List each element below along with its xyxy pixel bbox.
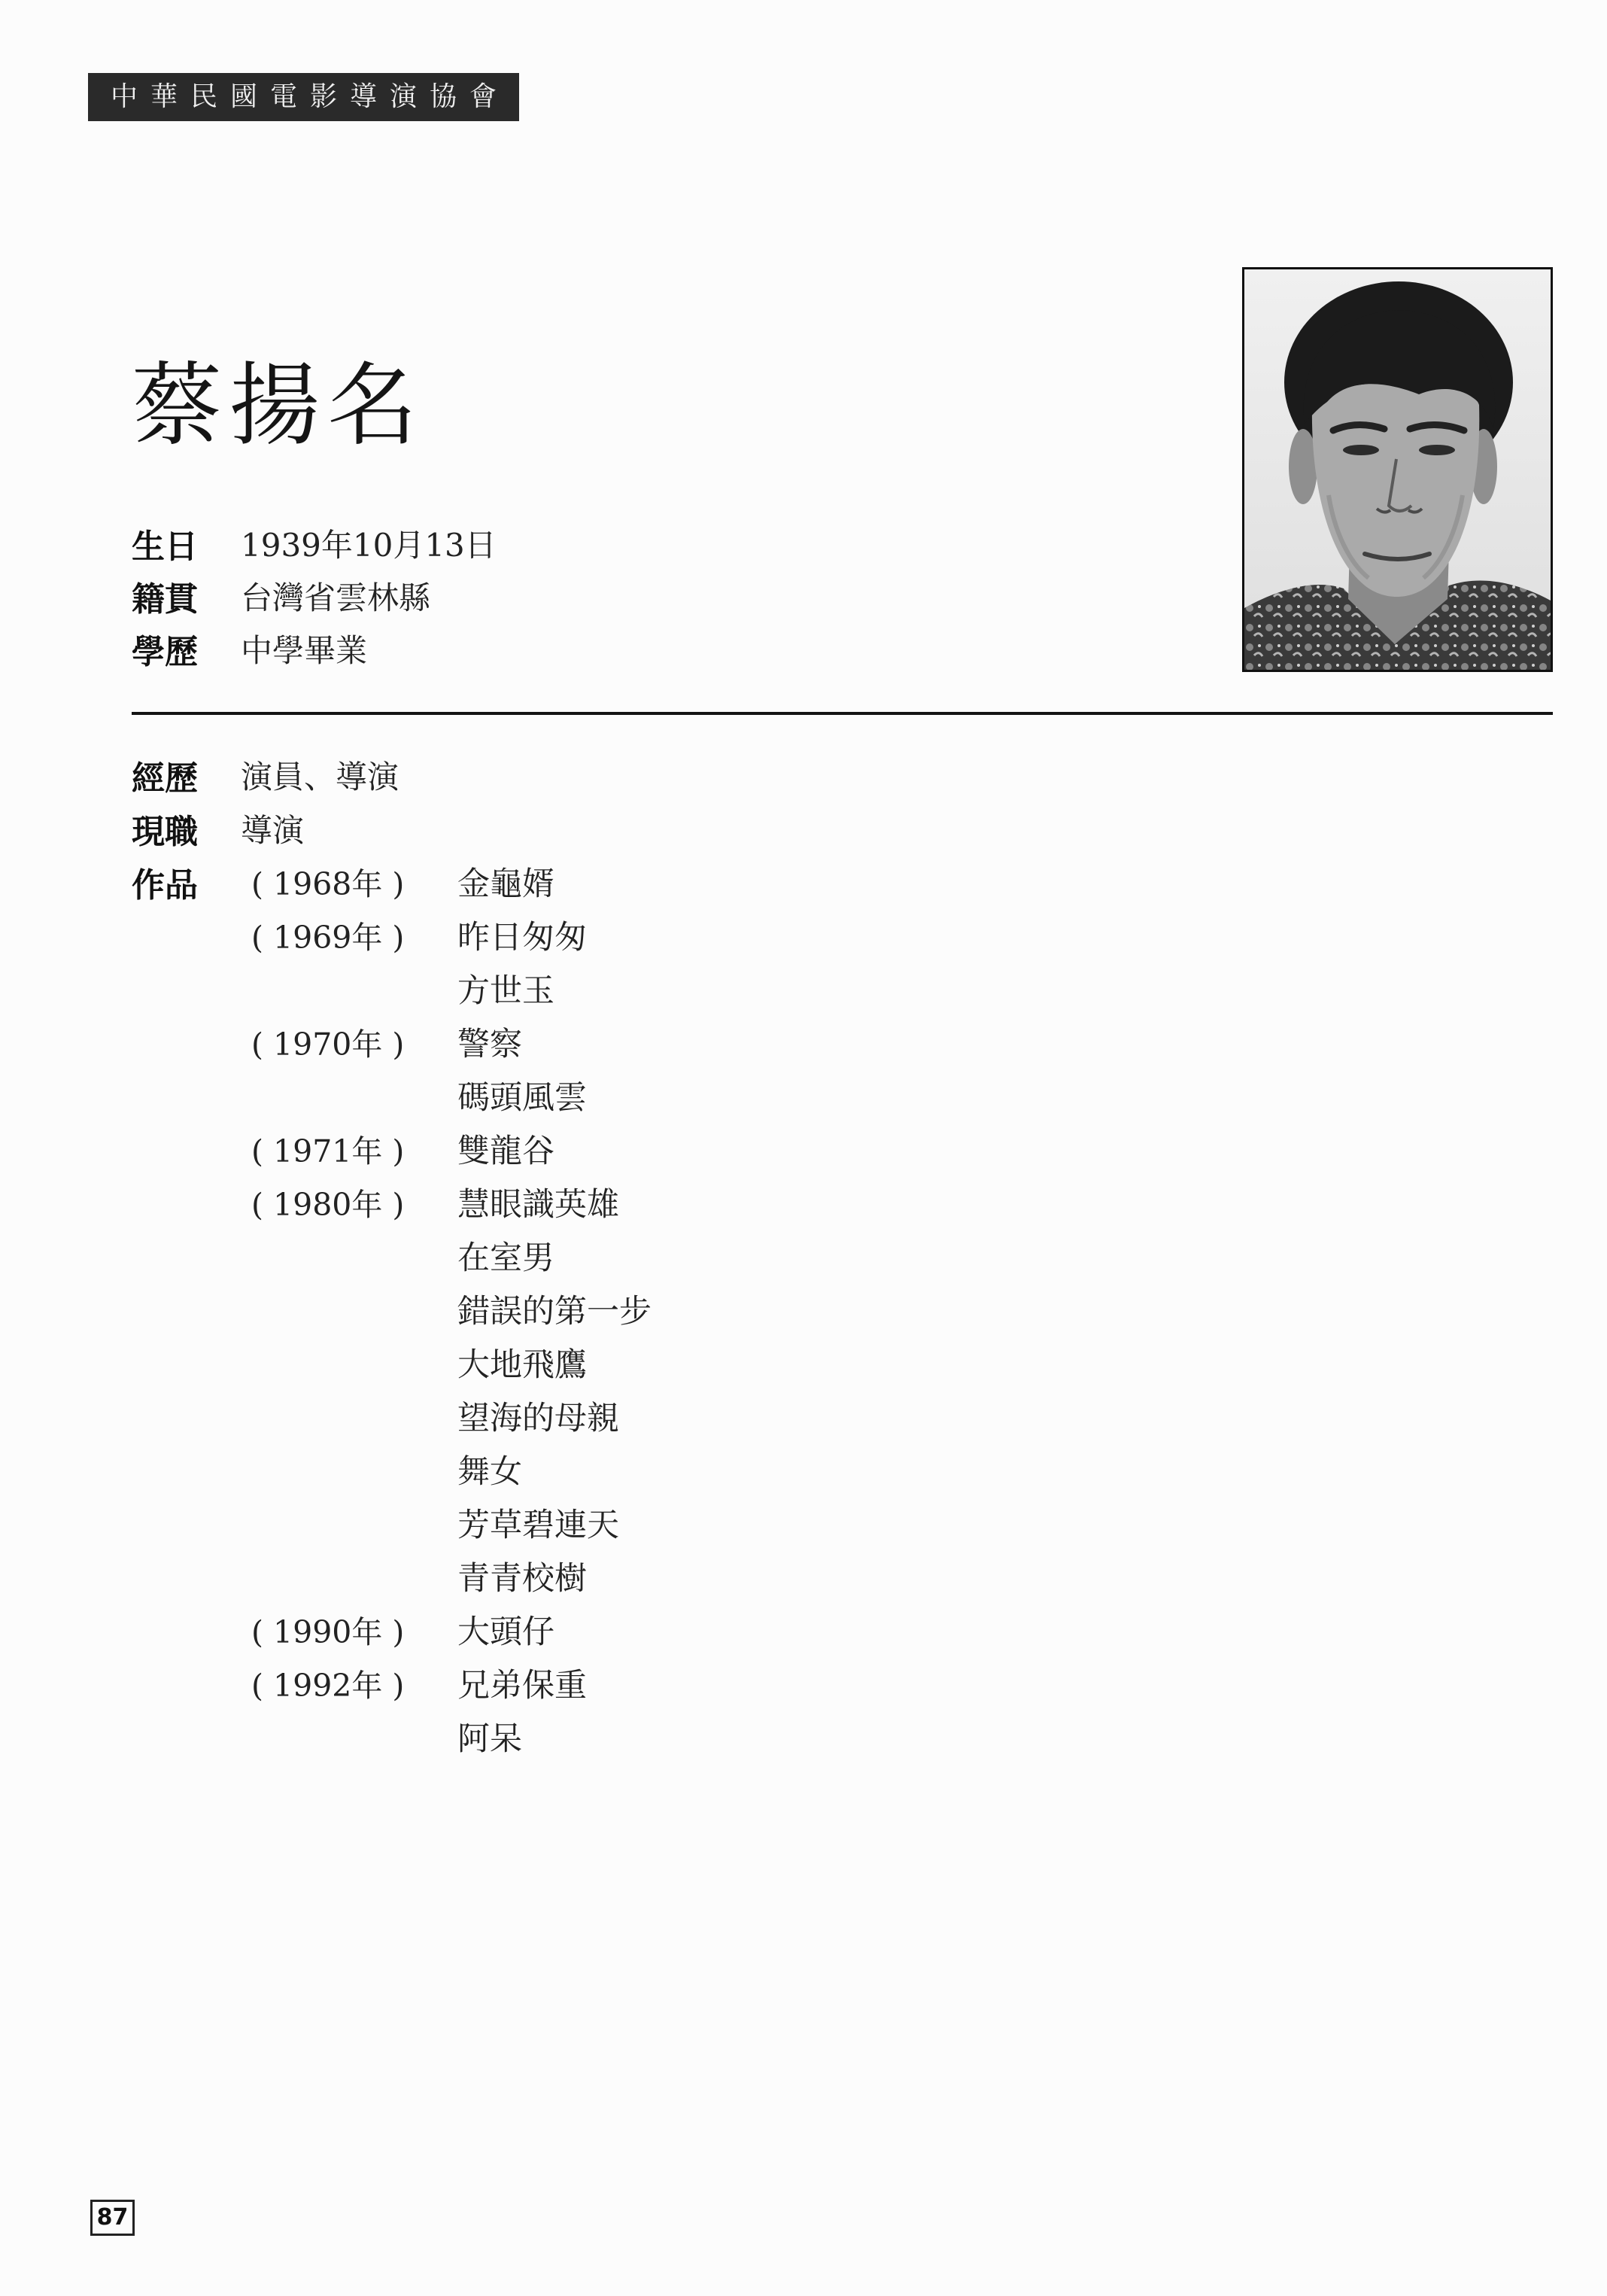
work-entry [132,1549,652,1603]
work-title: 雙龍谷 [457,1133,554,1170]
works-label: 作品 [132,865,198,905]
work-entry [132,1496,652,1549]
education-row [132,622,497,675]
work-entry [132,1389,652,1443]
work-title: 警察 [457,1026,522,1063]
work-title: 望海的母親 [457,1400,619,1437]
work-entry [132,1336,652,1389]
current-position-value: 導演 [241,811,305,849]
current-position-label: 現職 [132,812,198,851]
work-entry [132,1603,652,1656]
experience-value: 演員、導演 [241,758,399,795]
birthday-row [132,517,497,570]
basic-info [132,517,497,675]
current-position-row [132,801,652,855]
work-title: 昨日匆匆 [457,919,587,956]
work-year: ( 1968年 ) [251,866,405,902]
birthday-label: 生日 [132,528,198,566]
work-title: 阿呆 [457,1720,522,1758]
work-entry [132,1443,652,1496]
work-title: 錯誤的第一步 [457,1293,652,1330]
work-entry [132,1015,652,1069]
work-title: 在室男 [457,1239,554,1277]
work-title: 兄弟保重 [457,1667,587,1705]
section-divider [132,712,1553,715]
page-number: 87 [90,2200,135,2236]
work-entry [132,1229,652,1282]
work-year: ( 1980年 ) [251,1187,405,1223]
work-entry [132,1710,652,1763]
organization-banner: 中華民國電影導演協會 [88,73,519,121]
education-label: 學歷 [132,633,198,671]
person-name: 蔡揚名 [132,354,425,458]
hometown-row [132,570,497,622]
work-entry [132,1175,652,1229]
career-section [132,748,652,1763]
work-entry [132,1122,652,1175]
work-title: 大頭仔 [457,1613,554,1651]
work-year: ( 1990年 ) [251,1614,405,1650]
hometown-value: 台灣省雲林縣 [241,579,431,616]
work-entry [132,855,652,908]
works-list [132,855,652,1763]
work-entry [132,962,652,1015]
work-title: 大地飛鷹 [457,1346,587,1384]
work-entry [132,1656,652,1710]
birthday-value: 1939年10月13日 [241,527,497,564]
work-entry [132,908,652,962]
work-title: 慧眼識英雄 [457,1186,619,1224]
work-year: ( 1992年 ) [251,1668,405,1704]
work-entry [132,1069,652,1122]
work-year: ( 1971年 ) [251,1133,405,1169]
experience-row [132,748,652,801]
work-title: 金龜婿 [457,865,554,903]
work-title: 芳草碧連天 [457,1507,619,1544]
experience-label: 經歷 [132,759,198,798]
work-title: 舞女 [457,1453,522,1491]
work-title: 青青校樹 [457,1560,587,1598]
portrait-photo [1244,269,1551,670]
portrait-photo-frame [1242,267,1553,672]
hometown-label: 籍貫 [132,580,198,619]
education-value: 中學畢業 [241,632,368,669]
work-entry [132,1282,652,1336]
work-year: ( 1970年 ) [251,1026,405,1063]
work-title: 方世玉 [457,972,554,1010]
work-year: ( 1969年 ) [251,920,405,956]
work-title: 碼頭風雲 [457,1079,587,1117]
